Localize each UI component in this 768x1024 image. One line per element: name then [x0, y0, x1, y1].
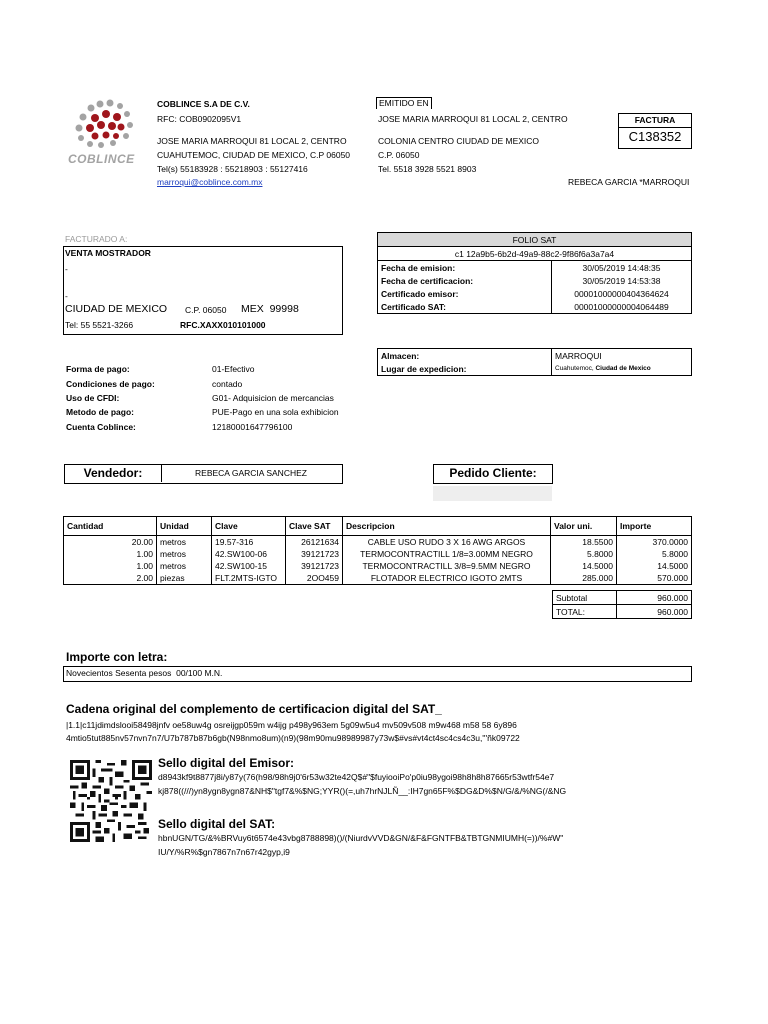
item-descripcion: CABLE USO RUDO 3 X 16 AWG ARGOS — [343, 536, 551, 549]
sello-emisor-line-1: d8943kf9t8877j8i/y87y(76(h98/98h9j0'6r53w32te42Q$#"$fuyiooiPo'p0iu98ygoi98h8h8h87665r53wtfr54e7 — [158, 772, 555, 782]
importe-letra-box — [63, 666, 692, 682]
almacen-value: MARROQUI — [552, 349, 692, 363]
lugar-expedicion-label: Lugar de expedicion: — [378, 362, 552, 376]
item-cantidad: 1.00 — [64, 560, 157, 572]
facturado-box — [63, 246, 343, 335]
items-header: Clave SAT — [286, 517, 343, 536]
emitido-line-2: COLONIA CENTRO CIUDAD DE MEXICO — [378, 136, 540, 146]
subtotal-label: Subtotal — [553, 591, 617, 605]
company-address-1: JOSE MARIA MARROQUI 81 LOCAL 2, CENTRO — [157, 136, 347, 146]
pedido-cliente-box — [433, 464, 553, 484]
facturado-country-code: MEX 99998 — [241, 303, 299, 315]
emitido-line-1: JOSE MARIA MARROQUI 81 LOCAL 2, CENTRO — [378, 114, 568, 124]
payment-label: Forma de pago: — [66, 364, 130, 374]
total-label: TOTAL: — [553, 605, 617, 619]
lugar-expedicion-ciudad: Ciudad de Mexico — [595, 365, 651, 372]
sello-sat-title: Sello digital del SAT: — [158, 817, 276, 831]
factura-number: C138352 — [628, 129, 682, 144]
payment-label: Condiciones de pago: — [66, 379, 155, 389]
subtotal-value: 960.000 — [617, 591, 692, 605]
company-address-2: CUAHUTEMOC, CIUDAD DE MEXICO, C.P 06050 — [157, 150, 351, 160]
facturado-rfc: RFC.XAXX010101000 — [180, 320, 266, 330]
payment-value: 12180001647796100 — [212, 422, 293, 432]
factura-box — [618, 113, 692, 149]
facturado-tel: Tel: 55 5521-3266 — [65, 320, 134, 330]
folio-row-value: 00001000000404364624 — [552, 287, 692, 300]
payment-value: contado — [212, 379, 243, 389]
facturado-label: FACTURADO A: — [65, 234, 128, 244]
item-unidad: piezas — [157, 572, 212, 585]
item-unidad: metros — [157, 560, 212, 572]
table-row — [64, 572, 692, 585]
folio-row-value: 30/05/2019 14:48:35 — [552, 261, 692, 275]
items-header: Unidad — [157, 517, 212, 536]
payment-label: Metodo de pago: — [66, 407, 134, 417]
sello-sat-line-1: hbnUGN/TG/&%BRVuy6t6574e43vbg8788898)()/(NiurdvVVD&GN/&F&FGNTFB&TBTGNMIUMH(=))/%#W" — [158, 833, 564, 843]
facturado-city: CIUDAD DE MEXICO — [65, 303, 168, 315]
items-header: Cantidad — [64, 517, 157, 536]
item-importe: 570.000 — [617, 572, 692, 585]
item-cantidad: 1.00 — [64, 548, 157, 560]
item-clave: 19.57-316 — [212, 536, 286, 549]
importe-letra-value: Novecientos Sesenta pesos 00/100 M.N. — [66, 668, 223, 678]
table-row — [64, 560, 692, 572]
total-value: 960.000 — [617, 605, 692, 619]
cadena-line-2: 4mtio5tut885nv57nvn7n7/U7b787b87b6gb(N98nmo8um)(n9)(98m90mu98989987y73w$#vs#vt4ct4sc4cs4c3u,'''ñk09722 — [66, 733, 520, 743]
sello-sat-line-2: IU/Y/%R%$gn7867n7n67r42gyp,i9 — [158, 847, 290, 857]
items-header: Descripcion — [343, 517, 551, 536]
almacen-table — [377, 348, 692, 376]
vendedor-box — [64, 464, 343, 484]
payment-label: Cuenta Coblince: — [66, 422, 136, 432]
folio-row-label: Fecha de emision: — [378, 261, 552, 275]
folio-row-label: Certificado emisor: — [378, 287, 552, 300]
table-row — [64, 536, 692, 549]
logo-text: COBLINCE — [68, 152, 135, 166]
company-email-link[interactable]: marroqui@coblince.com.mx — [157, 177, 263, 187]
qr-code-icon — [68, 760, 154, 842]
payment-value: G01- Adquisicion de mercancias — [212, 393, 334, 403]
folio-row-value: 00001000000004064489 — [552, 300, 692, 314]
payment-value: PUE-Pago en una sola exhibicion — [212, 407, 339, 417]
item-unidad: metros — [157, 536, 212, 549]
importe-letra-label: Importe con letra: — [66, 650, 168, 664]
item-clave: 42.SW100-06 — [212, 548, 286, 560]
folio-title: FOLIO SAT — [378, 233, 692, 247]
company-rfc: RFC: COB0902095V1 — [157, 114, 242, 124]
payment-value: 01-Efectivo — [212, 364, 255, 374]
factura-attendant: REBECA GARCIA *MARROQUI — [568, 177, 690, 187]
vendedor-label: Vendedor: — [65, 465, 162, 482]
item-descripcion: TERMOCONTRACTILL 3/8=9.5MM NEGRO — [343, 560, 551, 572]
emitido-line-4: Tel. 5518 3928 5521 8903 — [378, 164, 477, 174]
payment-label: Uso de CFDI: — [66, 393, 120, 403]
item-importe: 370.0000 — [617, 536, 692, 549]
items-table — [63, 516, 692, 585]
item-clave-sat: 2OO459 — [286, 572, 343, 585]
item-importe: 14.5000 — [617, 560, 692, 572]
item-valor-unitario: 14.5000 — [551, 560, 617, 572]
items-header: Clave — [212, 517, 286, 536]
item-unidad: metros — [157, 548, 212, 560]
item-cantidad: 20.00 — [64, 536, 157, 549]
company-name: COBLINCE S.A DE C.V. — [157, 99, 250, 109]
pedido-cliente-label: Pedido Cliente: — [449, 466, 537, 480]
items-header: Importe — [617, 517, 692, 536]
company-phones: Tel(s) 55183928 : 55218903 : 55127416 — [157, 164, 308, 174]
table-row — [64, 548, 692, 560]
item-clave-sat: 39121723 — [286, 548, 343, 560]
pedido-cliente-field[interactable] — [433, 486, 552, 501]
facturado-dash-2: - — [65, 291, 68, 301]
facturado-cp: C.P. 06050 — [185, 305, 227, 315]
facturado-name: VENTA MOSTRADOR — [65, 248, 151, 258]
item-cantidad: 2.00 — [64, 572, 157, 585]
item-clave: FLT.2MTS-IGTO — [212, 572, 286, 585]
folio-sat-table — [377, 232, 692, 314]
sello-emisor-title: Sello digital del Emisor: — [158, 756, 295, 770]
folio-row-label: Fecha de certificacion: — [378, 274, 552, 287]
item-clave-sat: 39121723 — [286, 560, 343, 572]
cadena-line-1: |1.1|c11jdimdslooi58498jnfv oe58uw4g osreijgp059m w4ijg p498y963em 5g09w5u4 mv509v508 m9w468 m58 58 6y896 — [66, 720, 517, 730]
item-importe: 5.8000 — [617, 548, 692, 560]
item-descripcion: FLOTADOR ELECTRICO IGOTO 2MTS — [343, 572, 551, 585]
items-header: Valor uni. — [551, 517, 617, 536]
folio-row-value: 30/05/2019 14:53:38 — [552, 274, 692, 287]
item-valor-unitario: 18.5500 — [551, 536, 617, 549]
facturado-dash-1: - — [65, 264, 68, 274]
lugar-expedicion-municipio: Cuahutemoc, — [555, 365, 596, 372]
vendedor-name: REBECA GARCIA SANCHEZ — [195, 468, 307, 478]
emitido-line-3: C.P. 06050 — [378, 150, 420, 160]
item-valor-unitario: 5.8000 — [551, 548, 617, 560]
items-header-row — [64, 517, 692, 536]
item-valor-unitario: 285.000 — [551, 572, 617, 585]
item-descripcion: TERMOCONTRACTILL 1/8=3.00MM NEGRO — [343, 548, 551, 560]
lugar-expedicion-value — [552, 362, 692, 376]
factura-label: FACTURA — [619, 114, 691, 128]
cadena-title: Cadena original del complemento de certificacion digital del SAT_ — [66, 702, 442, 716]
folio-uuid: c1 12a9b5-6b2d-49a9-88c2-9f86f6a3a7a4 — [378, 247, 692, 261]
item-clave-sat: 26121634 — [286, 536, 343, 549]
folio-row-label: Certificado SAT: — [378, 300, 552, 314]
almacen-label: Almacen: — [378, 349, 552, 363]
totals-table — [552, 590, 692, 619]
sello-emisor-line-2: kj878((///)yn8ygn8ygn87&NH$"tgf7&%$NG;YYR()(=,uh7hrNJLÑ__:IH7gn65F%$DG&D%$N/G/&/%NG(/&NG — [158, 786, 567, 796]
item-clave: 42.SW100-15 — [212, 560, 286, 572]
emitido-label: EMITIDO EN — [376, 97, 432, 109]
